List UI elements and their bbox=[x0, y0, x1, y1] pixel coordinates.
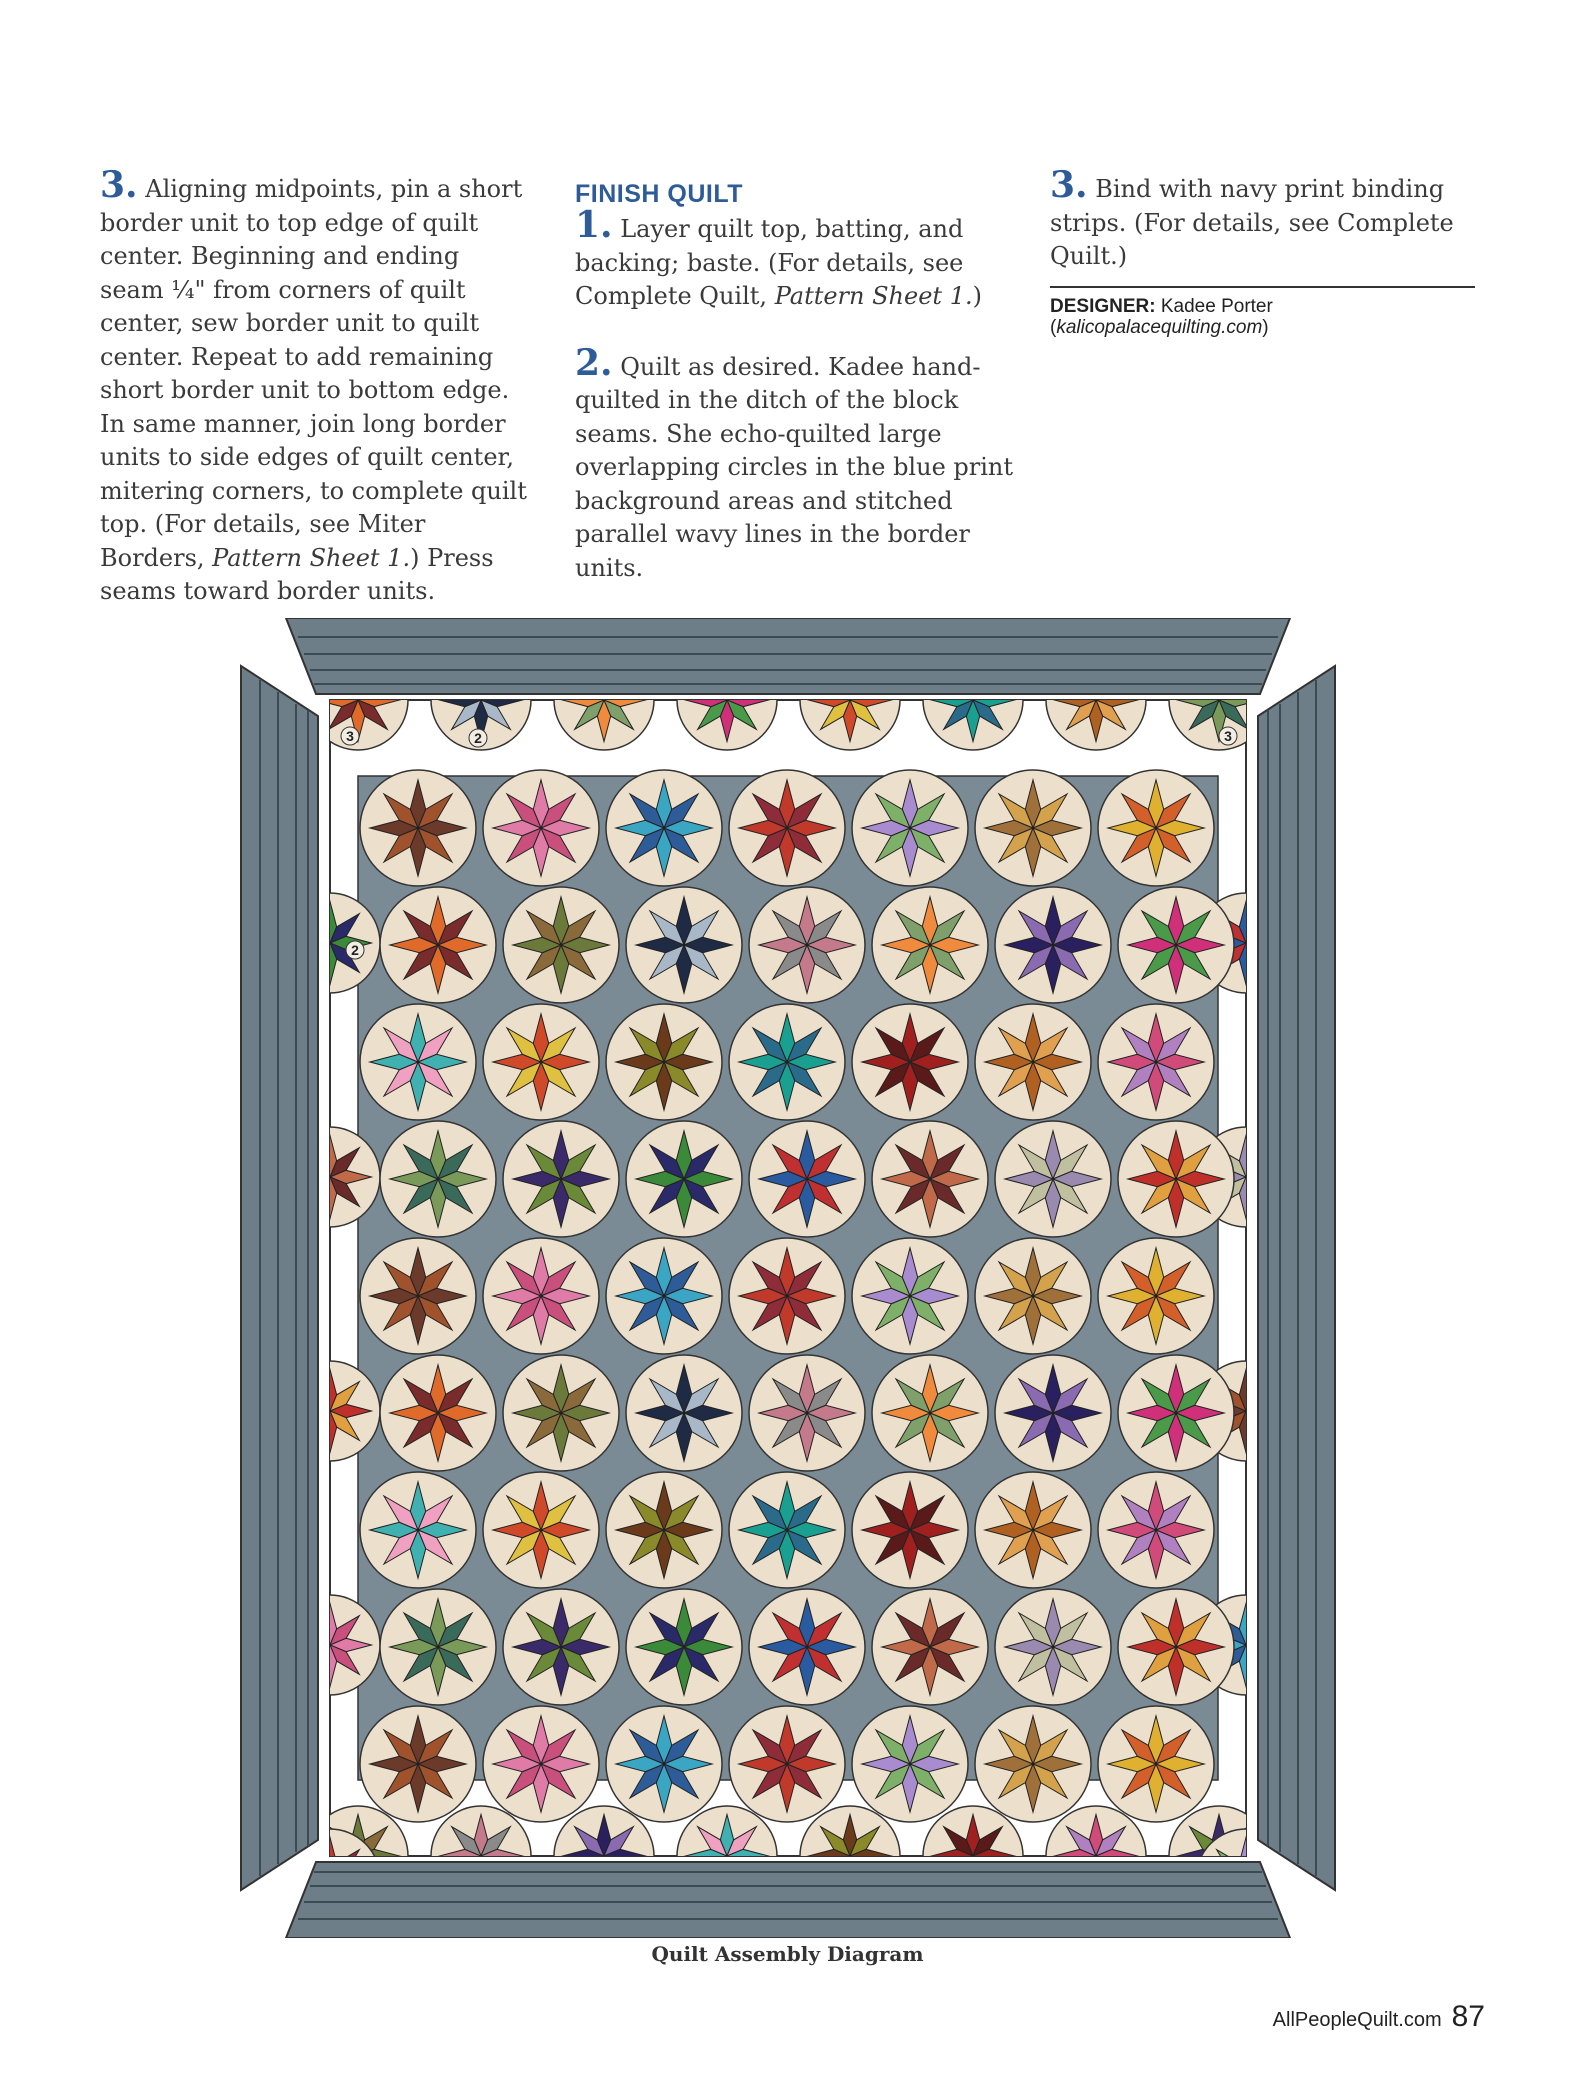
step-number: 1. bbox=[575, 204, 613, 246]
section-heading: FINISH QUILT bbox=[575, 180, 744, 208]
star-block bbox=[360, 1706, 476, 1822]
star-block bbox=[729, 1472, 845, 1588]
page-footer bbox=[1273, 2000, 1485, 2034]
star-block bbox=[995, 887, 1111, 1003]
star-block bbox=[1118, 887, 1234, 1003]
star-block bbox=[995, 1355, 1111, 1471]
instructions-column-1 bbox=[100, 164, 530, 609]
star-block bbox=[606, 770, 722, 886]
star-block bbox=[380, 1121, 496, 1237]
star-block bbox=[503, 887, 619, 1003]
page-number: 87 bbox=[1451, 2000, 1485, 2033]
star-block bbox=[729, 1706, 845, 1822]
step-text: Bind with navy print binding strips. (For details, see Complete Quilt.) bbox=[1050, 175, 1454, 270]
designer-label: DESIGNER: bbox=[1050, 295, 1156, 317]
star-block bbox=[852, 770, 968, 886]
designer-credit bbox=[1050, 296, 1475, 338]
label-2-left: 2 bbox=[351, 942, 359, 958]
star-block bbox=[995, 1589, 1111, 1705]
star-block bbox=[1098, 1706, 1214, 1822]
star-block bbox=[975, 770, 1091, 886]
star-block bbox=[360, 1238, 476, 1354]
star-block bbox=[360, 1004, 476, 1120]
star-block bbox=[483, 1472, 599, 1588]
star-block bbox=[503, 1589, 619, 1705]
pattern-sheet-ref: Pattern Sheet 1. bbox=[212, 543, 411, 572]
star-block bbox=[606, 1004, 722, 1120]
star-block bbox=[975, 1004, 1091, 1120]
star-block bbox=[606, 1472, 722, 1588]
star-block bbox=[1098, 1004, 1214, 1120]
star-block bbox=[1118, 1355, 1234, 1471]
label-3-top-right: 3 bbox=[1224, 728, 1232, 744]
designer-name: Kadee Porter bbox=[1155, 295, 1273, 317]
step-3-paragraph bbox=[100, 164, 530, 609]
fraction: ¼" bbox=[171, 275, 206, 304]
step-text: Layer quilt top, batting, and backing; baste. (For details, see Complete Quilt, bbox=[575, 215, 964, 310]
star-block bbox=[626, 1589, 742, 1705]
star-block bbox=[360, 770, 476, 886]
left-border-unit bbox=[241, 666, 318, 1890]
star-block bbox=[975, 1238, 1091, 1354]
star-block bbox=[749, 887, 865, 1003]
star-block bbox=[1098, 1238, 1214, 1354]
star-block bbox=[872, 1589, 988, 1705]
label-2-top: 2 bbox=[474, 730, 482, 746]
step-number: 2. bbox=[575, 341, 613, 384]
star-block bbox=[483, 1004, 599, 1120]
designer-website[interactable]: kalicopalacequilting.com bbox=[1056, 316, 1263, 338]
star-block bbox=[1098, 770, 1214, 886]
star-block bbox=[380, 1355, 496, 1471]
star-block bbox=[626, 1355, 742, 1471]
star-block bbox=[360, 1472, 476, 1588]
star-block bbox=[872, 887, 988, 1003]
star-block bbox=[626, 1121, 742, 1237]
star-block bbox=[729, 1238, 845, 1354]
star-block bbox=[852, 1238, 968, 1354]
pattern-sheet-ref: Pattern Sheet 1. bbox=[774, 282, 973, 310]
instructions-column-2 bbox=[575, 170, 1015, 585]
star-block bbox=[975, 1706, 1091, 1822]
star-block bbox=[606, 1238, 722, 1354]
step-text: ) Press seams toward border units. bbox=[100, 543, 494, 605]
star-block bbox=[852, 1706, 968, 1822]
step-3-paragraph bbox=[1050, 164, 1475, 274]
star-block bbox=[483, 770, 599, 886]
star-block bbox=[1098, 1472, 1214, 1588]
paren: ( bbox=[1050, 316, 1057, 338]
site-name: AllPeopleQuilt.com bbox=[1272, 2009, 1442, 2031]
star-block bbox=[1118, 1589, 1234, 1705]
paren: ) bbox=[1262, 316, 1269, 338]
quilt-assembly-diagram bbox=[238, 618, 1338, 1938]
star-block bbox=[380, 887, 496, 1003]
star-block bbox=[749, 1589, 865, 1705]
star-block bbox=[729, 770, 845, 886]
diagram-caption: Quilt Assembly Diagram bbox=[651, 1942, 924, 1966]
star-block bbox=[749, 1355, 865, 1471]
step-text: from corners of quilt center, sew border unit to quilt center. Repeat to add remaining short border unit to bottom edge. In same manner, join long border units to side edges of quilt center, mitering corners, to complete quilt top. (For details, see Miter Borders, bbox=[100, 275, 527, 572]
top-border-unit bbox=[286, 618, 1290, 694]
star-block bbox=[872, 1121, 988, 1237]
step-1-paragraph bbox=[575, 204, 1015, 314]
bottom-border-unit bbox=[286, 1862, 1290, 1938]
step-text: Aligning midpoints, pin a short border unit to top edge of quilt center. Beginning and ending seam bbox=[100, 175, 523, 304]
step-number: 3. bbox=[100, 164, 138, 206]
star-block bbox=[852, 1004, 968, 1120]
star-block bbox=[749, 1121, 865, 1237]
step-number: 3. bbox=[1050, 164, 1088, 206]
star-block bbox=[483, 1238, 599, 1354]
step-2-paragraph bbox=[575, 341, 1015, 586]
star-block bbox=[380, 1589, 496, 1705]
star-block-grid bbox=[360, 770, 1234, 1822]
right-border-unit bbox=[1258, 666, 1335, 1890]
divider bbox=[1050, 286, 1475, 288]
star-block bbox=[872, 1355, 988, 1471]
step-text: Quilt as desired. Kadee hand-quilted in the ditch of the block seams. She echo-quilted large overlapping circles in the blue print background areas and stitched parallel wavy lines in the border units. bbox=[575, 352, 1014, 582]
star-block bbox=[606, 1706, 722, 1822]
star-block bbox=[729, 1004, 845, 1120]
star-block bbox=[995, 1121, 1111, 1237]
star-block bbox=[503, 1355, 619, 1471]
step-text: ) bbox=[972, 282, 982, 310]
star-block bbox=[852, 1472, 968, 1588]
star-block bbox=[626, 887, 742, 1003]
star-block bbox=[483, 1706, 599, 1822]
star-block bbox=[503, 1121, 619, 1237]
star-block bbox=[1118, 1121, 1234, 1237]
star-block bbox=[975, 1472, 1091, 1588]
instructions-column-3 bbox=[1050, 164, 1475, 338]
label-3-top-left: 3 bbox=[346, 728, 354, 744]
